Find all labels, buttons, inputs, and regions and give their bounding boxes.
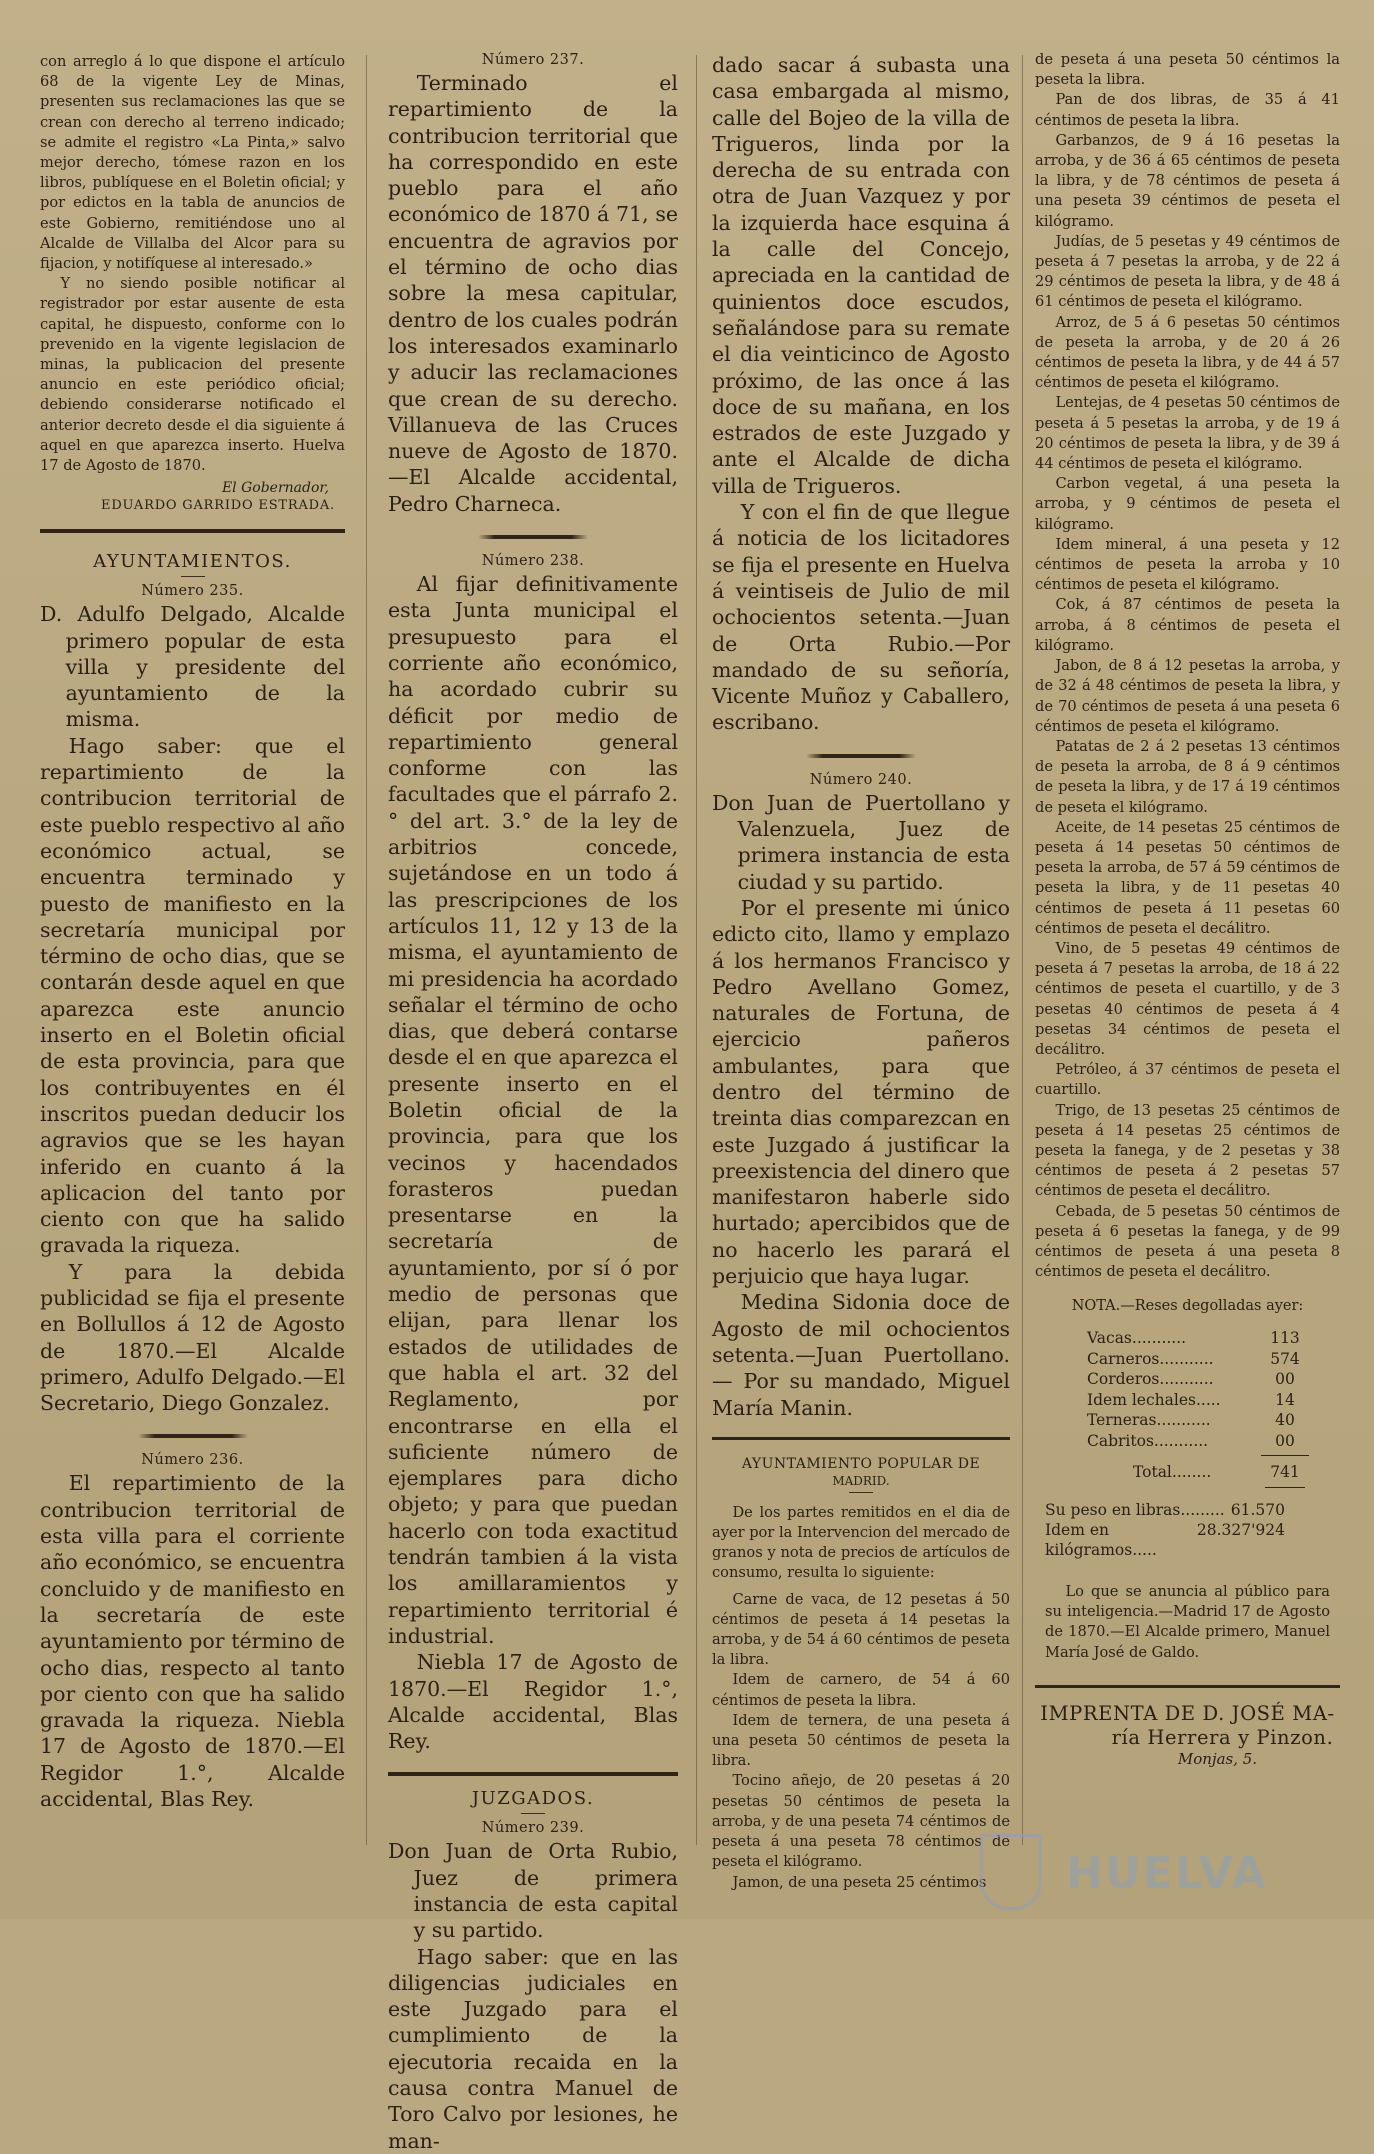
price-item: Garbanzos, de 9 á 16 pesetas la arroba, y de 36 á 65 céntimos de peseta la libra, y de 78 céntimos de peseta á una peseta 39 céntimos de peseta el kilógramo. <box>1035 131 1340 230</box>
price-item: Jabon, de 8 á 12 pesetas la arroba, y de 32 á 48 céntimos de peseta la libra, y de 70 céntimos de peseta á una peseta 6 céntimos de peseta el kilógramo. <box>1035 657 1340 735</box>
price-item: Cok, á 87 céntimos de peseta la arroba, á 8 céntimos de peseta el kilógramo. <box>1035 596 1340 654</box>
table-row <box>1087 1431 1309 1452</box>
notice-239-continuation: dado sacar á subasta una casa embargada al mismo, calle del Bojeo de la villa de Trigueros, linda por la derecha de su entrada con otra de Juan Vazquez y por la izquierda hace esquina á la calle del Concejo, apreciada en la cantidad de quinientos doce escudos, señalándose para su remate el dia veinticinco de Agosto próximo, de las once á las doce de su mañana, en los estrados de este Juzgado y ante el Alcalde de dicha villa de Trigueros. <box>712 53 1010 498</box>
row-label: Cabritos........... <box>1087 1431 1209 1450</box>
price-item: Jamon, de una peseta 25 céntimos <box>732 1873 987 1891</box>
notice-239-closing: Y con el fin de que llegue á noticia de los licitadores se fija el presente en Huelva á veintiseis de Julio de mil ochocientos setenta.—Juan de Orta Rubio.—Por mandado de su señoría, Vicente Muñoz y Caballero, escribano. <box>712 500 1010 735</box>
price-item: Arroz, de 5 á 6 pesetas 50 céntimos de peseta la arroba, y de 20 á 26 céntimos de peseta la libra, y de 44 á 57 céntimos de peseta el kilógramo. <box>1035 313 1340 392</box>
notice-240-body: Por el presente mi único edicto cito, llamo y emplazo á los hermanos Francisco y Pedro Avellano Gomez, naturales de Fortuna, de ejercicio pañeros ambulantes, para que dentro del término de treinta dias comparezcan en este Juzgado á justificar la preexistencia del dinero que manifestaron haberle sido hurtado; apercibidos que de no hacerlo les parará el perjuicio que haya lugar. <box>712 895 1010 1289</box>
slaughter-table <box>1087 1328 1309 1488</box>
price-item: Carne de vaca, de 12 pesetas á 50 céntimos de peseta á 14 pesetas la arroba, y de 54 á 60 céntimos de peseta la libra. <box>712 1590 1010 1669</box>
price-item: Cebada, de 5 pesetas 50 céntimos de peseta á 6 pesetas la fanega, y de 99 céntimos de peseta á una peseta 8 céntimos de peseta el decálitro. <box>1035 1202 1340 1281</box>
price-item: de peseta á una peseta 50 céntimos la peseta la libra. <box>1035 51 1340 89</box>
nota-heading: NOTA.—Reses degolladas ayer: <box>1071 1298 1304 1315</box>
row-value: 00 <box>1275 1370 1295 1389</box>
notice-235-heading: D. Adulfo Delgado, Alcalde primero popular de esta villa y presidente del ayuntamiento de la misma. <box>40 602 345 732</box>
column-4 <box>1035 50 1340 1768</box>
weight-kg-value: 28.327'924 <box>1196 1520 1285 1539</box>
notice-number-239: Número 239. <box>481 1820 585 1837</box>
column-2 <box>388 52 678 2154</box>
total-label: Total........ <box>1133 1463 1212 1482</box>
notice-number-238: Número 238. <box>481 553 585 570</box>
price-item: Idem de carnero, de 54 á 60 céntimos de peseta la libra. <box>712 1671 1010 1709</box>
section-divider <box>712 1437 1010 1440</box>
ornament-rule <box>478 535 588 539</box>
price-item: Idem mineral, á una peseta y 12 céntimos de peseta la arroba y 10 céntimos de peseta el kilógramo. <box>1035 535 1340 594</box>
price-item: Carbon vegetal, á una peseta la arroba, y 9 céntimos de peseta el kilógramo. <box>1035 475 1340 533</box>
section-ayuntamientos: AYUNTAMIENTOS. <box>93 551 292 573</box>
mining-continuation: con arreglo á lo que dispone el artículo 68 de la vigente Ley de Minas, presenten sus reclamaciones las que se crean con derecho al terreno indicado; se admite el registro «La Pinta,» salvo mejor derecho, tómese razon en los libros, publíquese en el Boletin oficial; y por edictos en la tabla de anuncios de este Gobierno, remitiéndose uno al Alcalde de Villalba del Alcor para su fijacion, y notifíquese al interesado.» <box>40 53 345 273</box>
row-value: 113 <box>1270 1329 1300 1348</box>
market-intro: De los partes remitidos en el dia de ayer por la Intervencion del mercado de granos y nota de precios de artículos de consumo, resulta lo siguiente: <box>712 1503 1010 1582</box>
notice-number-237: Número 237. <box>481 52 585 68</box>
row-label: Carneros........... <box>1087 1349 1214 1368</box>
section-madrid-subtitle: MADRID. <box>832 1473 890 1488</box>
mining-notice-paragraph: Y no siendo posible notificar al registrador por estar ausente de esta capital, he dispuesto, conforme con lo prevenido en la vigente legislacion de minas, la publicacion del presente anuncio en este periódico oficial; debiendo considerarse notificado el anterior decreto desde el dia siguiente á aquel en que aparezca inserto. Huelva 17 de Agosto de 1870. <box>40 275 345 475</box>
table-row <box>1087 1410 1309 1431</box>
notice-239-body: Hago saber: que en las diligencias judiciales en este Juzgado para el cumplimiento de la ejecutoria recaida en la causa contra Manuel de Toro Calvo por lesiones, he man- <box>388 1944 678 2153</box>
price-item: Patatas de 2 á 2 pesetas 13 céntimos de peseta la arroba, de 8 á 9 céntimos de peseta la libra, y de 17 á 19 céntimos de peseta el kilógramo. <box>1035 737 1340 816</box>
table-row <box>1087 1369 1309 1390</box>
price-item: Petróleo, á 37 céntimos de peseta el cuartillo. <box>1035 1061 1340 1099</box>
row-value: 14 <box>1275 1390 1295 1409</box>
sum-rule <box>1265 1487 1305 1488</box>
notice-235-closing: Y para la debida publicidad se fija el presente en Bollullos á 12 de Agosto de 1870.—El Alcalde primero, Adulfo Delgado.—El Secretario, Diego Gonzalez. <box>40 1259 345 1416</box>
weight-summary <box>1045 1500 1285 1560</box>
notice-239-heading: Don Juan de Orta Rubio, Juez de primera instancia de esta capital y su partido. <box>388 1839 678 1943</box>
ornament-rule <box>138 1434 248 1438</box>
notice-number-236: Número 236. <box>141 1452 244 1469</box>
notice-236-body: El repartimiento de la contribucion territorial de esta villa para el corriente año económico, se encuentra concluido y de manifiesto en la secretaría de este ayuntamiento por término de ocho dias, respecto al tanto por ciento con que ha salido gravada la riqueza. Niebla 17 de Agosto de 1870.—El Regidor 1.°, Alcalde accidental, Blas Rey. <box>40 1471 345 1812</box>
section-divider <box>1035 1685 1340 1688</box>
table-row <box>1087 1349 1309 1370</box>
column-rule <box>1022 55 1023 1845</box>
table-row <box>1087 1328 1309 1349</box>
section-divider <box>388 1772 678 1776</box>
price-item: Judías, de 5 pesetas y 49 céntimos de peseta á 7 pesetas la arroba, y de 22 á 29 céntimos de peseta la libra, y de 48 á 61 céntimos de peseta el kilógramo. <box>1035 232 1340 311</box>
notice-number-240: Número 240. <box>809 771 913 788</box>
imprenta-line-2: ría Herrera y Pinzon. <box>1111 1725 1334 1749</box>
row-value: 40 <box>1275 1411 1295 1430</box>
section-juzgados: JUZGADOS. <box>471 1788 595 1810</box>
imprenta-line-1: IMPRENTA DE D. JOSÉ MA- <box>1040 1701 1335 1725</box>
weight-kg-label: Idem en kilógramos..... <box>1045 1520 1157 1559</box>
total-row <box>1087 1462 1309 1483</box>
column-rule <box>696 55 697 1845</box>
notice-235-body: Hago saber: que el repartimiento de la contribucion territorial de este pueblo respectivo al año económico actual, se encuentra terminado y puesto de manifiesto en la secretaría municipal por término de ocho dias, que se contarán desde aquel en que aparezca este anuncio inserto en el Boletin oficial de esta provincia, para que los contribuyentes en él inscritos puedan deducir los agravios que se les hayan inferido en cuanto á la aplicacion del tanto por ciento con que ha salido gravada la riqueza. <box>40 733 345 1258</box>
price-item: Lentejas, de 4 pesetas 50 céntimos de peseta á 5 pesetas la arroba, y de 19 á 20 céntimos de peseta la libra, y de 39 á 44 céntimos de peseta el kilógramo. <box>1035 394 1340 473</box>
price-item: Pan de dos libras, de 35 á 41 céntimos de peseta la libra. <box>1035 91 1340 129</box>
row-value: 00 <box>1275 1431 1295 1450</box>
sum-rule <box>1261 1455 1309 1456</box>
ornament-rule <box>806 754 916 758</box>
weight-row <box>1045 1500 1285 1520</box>
notice-238-closing: Niebla 17 de Agosto de 1870.—El Regidor 1.°, Alcalde accidental, Blas Rey. <box>388 1650 678 1754</box>
imprenta-address: Monjas, 5. <box>1177 1749 1258 1768</box>
price-item: Vino, de 5 pesetas 49 céntimos de peseta á 7 pesetas la arroba, de 18 á 22 céntimos de peseta el cuartillo, y de 3 pesetas 40 céntimos de peseta á 4 pesetas 34 céntimos de peseta el decálitro. <box>1035 939 1340 1058</box>
notice-237-body: Terminado el repartimiento de la contribucion territorial que ha correspondido en este pueblo para el año económico de 1870 á 71, se encuentra de agravios por el término de ocho dias sobre la mesa capitular, dentro de los cuales podrán los interesados examinarlo y aducir las reclamaciones que crean de su derecho. Villanueva de las Cruces nueve de Agosto de 1870. —El Alcalde accidental, Pedro Charneca. <box>388 71 678 516</box>
madrid-closing: Lo que se anuncia al público para su inteligencia.—Madrid 17 de Agosto de 1870.—El Alcalde primero, Manuel María José de Galdo. <box>1045 1582 1330 1661</box>
dash-rule <box>849 1492 873 1493</box>
governor-title: El Gobernador, <box>221 480 329 497</box>
table-row <box>1087 1390 1309 1411</box>
notice-238-body: Al fijar definitivamente esta Junta municipal el presupuesto para el corriente año económico, ha acordado cubrir su déficit por medio de repartimiento general conforme con las facultades que el párrafo 2.° del art. 3.° de la ley de arbitrios concede, sujetándose en un todo á las prescripciones de los artículos 11, 12 y 13 de la misma, el ayuntamiento de mi presidencia ha acordado señalar el término de ocho dias, que deberá contarse desde el en que aparezca el presente inserto en el Boletin oficial de la provincia, para que los vecinos y hacendados forasteros puedan presentarse en la secretaría de ayuntamiento, por sí ó por medio de personas que elijan, para llenar los estados de utilidades de que habla el art. 32 del Reglamento, por encontrarse en ella el suficiente número de ejemplares para dicho objeto; y para que puedan hacerlo con toda exactitud tendrán tambien á la vista los amillaramientos y repartimiento territorial é industrial. <box>388 572 678 1648</box>
price-item: Tocino añejo, de 20 pesetas á 20 pesetas 50 céntimos de peseta la arroba, y de una peseta 74 céntimos de peseta á una peseta 78 céntimos de peseta el kilógramo. <box>712 1772 1010 1871</box>
notice-240-closing: Medina Sidonia doce de Agosto de mil ochocientos setenta.—Juan Puertollano.— Por su mandado, Miguel María Manin. <box>712 1290 1010 1420</box>
row-value: 574 <box>1270 1349 1300 1368</box>
column-1 <box>40 52 345 1812</box>
dash-rule <box>181 576 205 577</box>
total-value: 741 <box>1270 1463 1300 1482</box>
price-item: Trigo, de 13 pesetas 25 céntimos de peseta á 14 pesetas 25 céntimos de peseta la fanega, y de 2 pesetas y 38 céntimos de peseta á 2 pesetas 57 céntimos de peseta el decálitro. <box>1035 1101 1340 1200</box>
price-item: Aceite, de 14 pesetas 25 céntimos de peseta á 14 pesetas 50 céntimos de peseta la arroba, de 57 á 59 céntimos de peseta la libra, y de 11 pesetas 40 céntimos de peseta á 11 pesetas 60 céntimos de peseta el decálitro. <box>1035 818 1340 937</box>
price-item: Idem de ternera, de una peseta á una peseta 50 céntimos de peseta la libra. <box>712 1711 1010 1770</box>
column-rule <box>366 55 367 1845</box>
governor-name: EDUARDO GARRIDO ESTRADA. <box>101 498 335 514</box>
watermark-text: HUELVA <box>1066 1848 1268 1899</box>
row-label: Corderos........... <box>1087 1370 1214 1389</box>
notice-240-heading: Don Juan de Puertollano y Valenzuela, Juez de primera instancia de esta ciudad y su partido. <box>712 790 1010 894</box>
section-madrid: AYUNTAMIENTO POPULAR DE <box>741 1455 981 1472</box>
notice-number-235: Número 235. <box>141 583 244 600</box>
weight-lb-label: Su peso en libras......... <box>1045 1500 1225 1519</box>
weight-row <box>1045 1520 1285 1560</box>
section-divider <box>40 529 345 533</box>
weight-lb-value: 61.570 <box>1230 1500 1285 1519</box>
shield-icon <box>980 1834 1042 1910</box>
row-label: Idem lechales..... <box>1087 1390 1221 1409</box>
archive-watermark <box>980 1828 1280 1908</box>
row-label: Vacas........... <box>1087 1329 1187 1348</box>
row-label: Terneras........... <box>1087 1411 1211 1430</box>
dash-rule <box>521 1813 545 1814</box>
column-3 <box>712 52 1010 1893</box>
